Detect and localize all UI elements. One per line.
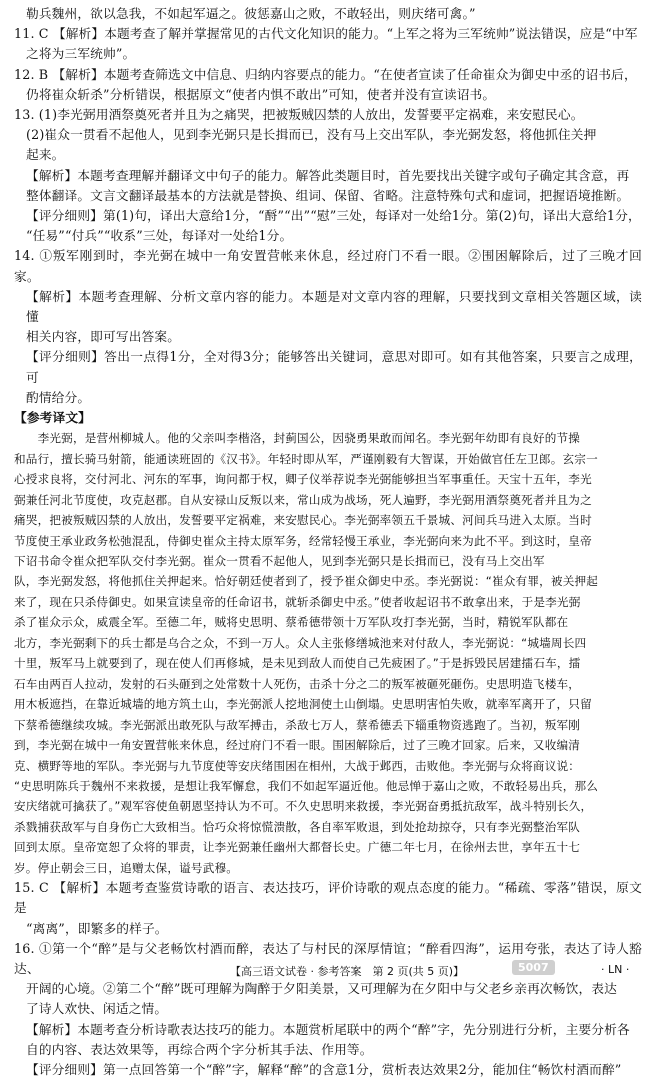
- text-line: 十里，叛军马上就要到了，现在使人们再修城，是未见到敌人而使自己先疲困了。”于是拆毁民居建擂石车，擂: [14, 656, 581, 671]
- text-line: 11. C 【解析】本题考查了解并掌握常见的古代文化知识的能力。“上军之将为三军统帅”说法错误，应是“中军: [14, 26, 638, 42]
- text-line: 回到太原。皇帝宽恕了众将的罪责，让李光弼兼任幽州大都督长史。广德二年七月，在徐州去世，享年五十七: [14, 840, 581, 855]
- text-line: 杀了崔众示众，威震全军。至德二年，贼将史思明、蔡希德带领十万军队攻打李光弼，当时，精锐军队都在: [14, 615, 569, 630]
- text-line: 整体翻译。文言文翻译最基本的方法就是替换、组词、保留、省略。注意特殊句式和虚词，把握语境推断。: [26, 187, 630, 203]
- text-line: 相关内容，即可写出答案。: [26, 329, 181, 345]
- text-line: 岁。停止朝会三日，追赠太保，谥号武穆。: [14, 860, 239, 875]
- text-line: 石车由两百人拉动，发射的石头砸到之处常数十人死伤，击杀十分之二的叛军被砸死砸伤。史思明造飞楼车，: [14, 676, 581, 691]
- text-line: 【参考译文】: [14, 410, 92, 426]
- text-line: 痛哭，把被叛贼囚禁的人放出，发誓要平定祸难，来安慰民心。李光弼率领五千景城、河间兵马进入太原。当时: [14, 513, 592, 528]
- text-line: 仍将崔众斩杀”分析错误，根据原文“使者内惧不敢出”可知，使者并没有宣读诏书。: [26, 86, 496, 102]
- text-line: 16. ①第一个“醉”是与父老畅饮村酒而醉，表达了与村民的深厚情谊；“醉看四海”，运用夸张，表达了诗人豁达、: [14, 940, 642, 977]
- text-line: 弼兼任河北节度使，攻克赵郡。自从安禄山反叛以来，常山成为战场，死人遍野，李光弼用酒祭奠死者并且为之: [14, 492, 592, 507]
- text-line: 13. (1)李光弼用酒祭奠死者并且为之痛哭，把被叛贼囚禁的人放出，发誓要平定祸难，来安慰民心。: [14, 107, 584, 123]
- text-line: 用木板遮挡，在靠近城墙的地方筑土山，李光弼派人挖地洞使土山倒塌。史思明害怕失败，就率军离开了，只留: [14, 697, 592, 712]
- text-line: 15. C 【解析】本题考查鉴赏诗歌的语言、表达技巧，评价诗歌的观点态度的能力。“稀疏、零落”错误，原文是: [14, 880, 642, 916]
- region-tag: · LN ·: [601, 963, 630, 976]
- text-line: 杀戮捕获敌军与自身伤亡大致相当。恰巧众将惊慌溃散，各自率军败退，到处抢劫掠夺，只有李光弼整治军队: [14, 819, 581, 834]
- text-line: 12. B 【解析】本题考查筛选文中信息、归纳内容要点的能力。“在使者宣读了任命崔众为御史中丞的诏书后，: [14, 66, 637, 82]
- footer-title: 【高三语文试卷 · 参考答案 第 2 页(共 5 页)】: [230, 965, 465, 978]
- text-line: 了诗人欢快、闲适之情。: [26, 1001, 168, 1017]
- text-line: 到，李光弼在城中一角安置营帐来休息，经过府门不看一眼。围困解除后，过了三晚才回家。后来，又收编清: [14, 738, 581, 753]
- text-line: 安庆绪就可擒获了。”观军容使鱼朝恩坚持认为不可。不久史思明来救援，李光弼奋勇抵抗敌军，战斗特别长久，: [14, 799, 593, 814]
- text-line: 之将为三军统帅”。: [26, 46, 136, 62]
- text-line: 酌情给分。: [26, 389, 91, 405]
- page-footer: [0, 958, 653, 982]
- text-line: 来了，现在只杀侍御史。如果宣读皇帝的任命诏书，就斩杀御史中丞。”使者收起诏书不敢拿出来，于是李光弼: [14, 594, 581, 609]
- text-line: 【评分细则】第一点回答第一个“醉”字，解释“醉”的含意1分，赏析表达效果2分，能加住“畅饮村酒而醉”: [26, 1062, 622, 1078]
- text-line: 【解析】本题考查分析诗歌表达技巧的能力。本题赏析尾联中的两个“醉”字，先分别进行分析，主要分析各: [26, 1021, 630, 1037]
- text-line: 下诏书命令崔众把军队交付李光弼。崔众一贯看不起他人，见到李光弼只是长揖而已，没有马上交出军: [14, 553, 545, 568]
- text-line: 【解析】本题考查理解、分析文章内容的能力。本题是对文章内容的理解，只要找到文章相关答题区域，读懂: [26, 288, 642, 325]
- text-line: 李光弼，是营州柳城人。他的父亲叫李楷洛，封蓟国公，因骁勇果敢而闻名。李光弼年幼即有良好的节操: [14, 431, 581, 446]
- text-line: 起来。: [26, 147, 65, 163]
- text-line: 自的内容、表达效果等，再综合两个字分析其手法、作用等。: [26, 1041, 373, 1057]
- text-line: 【评分细则】答出一点得1分，全对得3分；能够答出关键词，意思对即可。如有其他答案，只要言之成理，可: [26, 349, 642, 385]
- text-line: 【解析】本题考查理解并翻译文中句子的能力。解答此类题目时，首先要找出关键字或句子确定其含意，再: [26, 167, 630, 183]
- text-line: (2)崔众一贯看不起他人，见到李光弼只是长揖而已，没有马上交出军队，李光弼发怒，将他抓住关押: [26, 127, 597, 143]
- exam-code-badge: 5007: [512, 960, 555, 975]
- text-line: 心授求良将，交付河北、河东的军事，询问都于权，卿子仪举荐说李光弼能够担当军事重任。天宝十五年，李光: [14, 472, 592, 487]
- text-line: 勒兵魏州，欲以急我，不如起军逼之。彼惩嘉山之败，不敢轻出，则庆绪可禽。”: [26, 6, 476, 21]
- text-line: 队，李光弼发怒，将他抓住关押起来。恰好朝廷使者到了，授予崔众御史中丞。李光弼说：“崔众有罪，被关押起: [14, 574, 599, 589]
- text-line: 和品行，擅长骑马射箭，能通读班固的《汉书》。年轻时即从军，严谨刚毅有大智谋，开始做官任左卫郎。玄宗一: [14, 451, 598, 466]
- text-line: 14. ①叛军刚到时，李光弼在城中一角安置营帐来休息，经过府门不看一眼。②围困解除后，过了三晚才回家。: [14, 248, 642, 284]
- text-line: 下蔡希德继续攻城。李光弼派出敢死队与敌军搏击，杀敌七万人，蔡希德丢下辎重物资逃跑了。当初，叛军刚: [14, 717, 581, 732]
- text-line: 节度使王承业政务松弛混乱，侍御史崔众主持太原军务，经常轻慢王承业，李光弼向来为此不平。到这时，皇帝: [14, 533, 592, 548]
- text-line: 开阔的心境。②第二个“醉”既可理解为陶醉于夕阳美景，又可理解为在夕阳中与父老乡亲再次畅饮，表达: [26, 981, 617, 997]
- text-line: 北方，李光弼剩下的兵士都是乌合之众，不到一万人。众人主张修缮城池来对付敌人，李光弼说：“城墙周长四: [14, 635, 587, 650]
- text-line: “离离”，即繁多的样子。: [26, 920, 168, 936]
- text-line: “史思明陈兵于魏州不来救援，是想让我军懈怠，我们不如起军逼近他。他忌惮于嘉山之败，不敢轻易出兵，那么: [14, 778, 599, 793]
- text-line: “任易”“付兵”“收系”三处，每译对一处给1分。: [26, 228, 293, 244]
- text-line: 【评分细则】第(1)句，译出大意给1分，“酹”“出”“慰”三处，每译对一处给1分。第(2)句，译出大意给1分，: [26, 208, 641, 224]
- text-line: 克、横野等地的军队。李光弼与九节度使等安庆绪围困在相州，大战于邺西，击败他。李光弼与众将商议说：: [14, 758, 581, 773]
- document-body: [14, 4, 642, 1080]
